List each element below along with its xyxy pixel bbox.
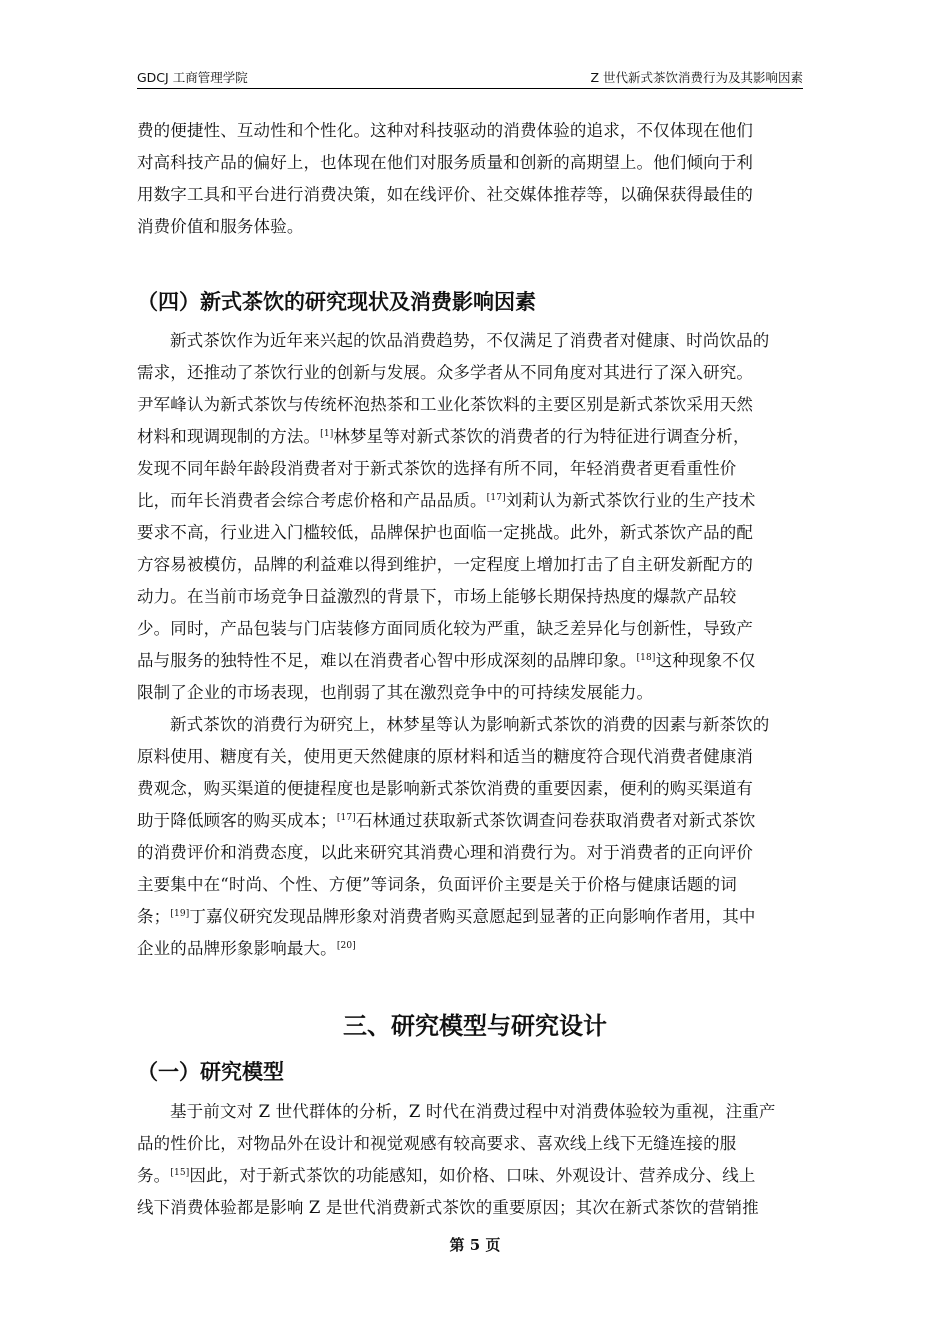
line-text: 尹军峰认为新式茶饮与传统杯泡热茶和工业化茶饮料的主要区别是新式茶饮采用天然: [137, 395, 754, 414]
text-line: [137, 453, 859, 485]
header-divider: [137, 88, 803, 89]
line-text: 助于降低顾客的购买成本；: [137, 811, 337, 830]
section-1-heading: （一）研究模型: [137, 1060, 284, 1084]
line-text: 企业的品牌形象影响最大。: [137, 939, 337, 958]
text-line: [137, 805, 859, 837]
line-text: 品与服务的独特性不足，难以在消费者心智中形成深刻的品牌印象。: [137, 651, 637, 670]
text-line: [137, 389, 859, 421]
line-text: 少。同时，产品包装与门店装修方面同质化较为严重，缺乏差异化与创新性，导致产: [137, 619, 754, 638]
citation-ref: [18]: [636, 653, 656, 663]
citation-ref: [1]: [320, 429, 334, 439]
line-text: 动力。在当前市场竞争日益激烈的背景下，市场上能够长期保持热度的爆款产品较: [137, 587, 737, 606]
text-line: [137, 549, 859, 581]
text-line: [137, 613, 859, 645]
line-text: 新式茶饮作为近年来兴起的饮品消费趋势，不仅满足了消费者对健康、时尚饮品的: [170, 331, 770, 350]
line-text: 原料使用、糖度有关，使用更天然健康的原材料和适当的糖度符合现代消费者健康消: [137, 747, 754, 766]
line-text-continued: 林梦星等对新式茶饮的消费者的行为特征进行调查分析，: [333, 427, 750, 446]
line-text-continued: 刘莉认为新式茶饮行业的生产技术: [505, 491, 756, 510]
text-line: [137, 645, 859, 677]
text-line: [137, 933, 859, 965]
text-line: [137, 1160, 859, 1192]
line-text: 要求不高，行业进入门槛较低，品牌保护也面临一定挑战。此外，新式茶饮产品的配: [137, 523, 754, 542]
line-text: 基于前文对 Z 世代群体的分析，Z 时代在消费过程中对消费体验较为重视，注重产: [170, 1102, 776, 1121]
chapter-3-heading: 三、研究模型与研究设计: [343, 1012, 607, 1040]
text-line: [137, 773, 859, 805]
text-line: 对高科技产品的偏好上，也体现在他们对服务质量和创新的高期望上。他们倾向于利: [137, 153, 754, 172]
text-line: [170, 1096, 892, 1128]
header-paper-title: Z 世代新式茶饮消费行为及其影响因素: [590, 70, 803, 85]
text-line: [137, 677, 859, 709]
line-text: 务。: [137, 1166, 171, 1185]
line-text-continued: 因此，对于新式茶饮的功能感知，如价格、口味、外观设计、营养成分、线上: [189, 1166, 756, 1185]
page-header: [137, 64, 803, 86]
line-text: 新式茶饮的消费行为研究上，林梦星等认为影响新式茶饮的消费的因素与新茶饮的: [170, 715, 770, 734]
text-line: 用数字工具和平台进行消费决策，如在线评价、社交媒体推荐等，以确保获得最佳的: [137, 185, 754, 204]
line-text: 的消费评价和消费态度，以此来研究其消费心理和消费行为。对于消费者的正向评价: [137, 843, 754, 862]
citation-ref: [15]: [170, 1168, 190, 1178]
line-text: 方容易被模仿，品牌的利益难以得到维护，一定程度上增加打击了自主研发新配方的: [137, 555, 754, 574]
text-line: [137, 517, 859, 549]
line-text: 费观念，购买渠道的便捷程度也是影响新式茶饮消费的重要因素，便利的购买渠道有: [137, 779, 754, 798]
text-line: [137, 1128, 859, 1160]
line-text-continued: 丁嘉仪研究发现品牌形象对消费者购买意愿起到显著的正向影响作者用，其中: [189, 907, 756, 926]
line-text: 材料和现调现制的方法。: [137, 427, 321, 446]
text-line: 消费价值和服务体验。: [137, 217, 304, 236]
text-line: [170, 325, 892, 357]
header-institution: GDCJ 工商管理学院: [137, 70, 248, 85]
line-text: 需求，还推动了茶饮行业的创新与发展。众多学者从不同角度对其进行了深入研究。: [137, 363, 754, 382]
text-line: [137, 869, 859, 901]
text-line: [170, 709, 892, 741]
citation-ref: [17]: [486, 493, 506, 503]
line-text-continued: 石林通过获取新式茶饮调查问卷获取消费者对新式茶饮: [355, 811, 756, 830]
line-text: 条；: [137, 907, 171, 926]
line-text: 发现不同年龄年龄段消费者对于新式茶饮的选择有所不同，年轻消费者更看重性价: [137, 459, 737, 478]
line-text: 比，而年长消费者会综合考虑价格和产品品质。: [137, 491, 487, 510]
page-number: 第 5 页: [449, 1236, 501, 1254]
line-text: 主要集中在“时尚、个性、方便”等词条，负面评价主要是关于价格与健康话题的词: [137, 875, 737, 894]
citation-ref: [17]: [336, 813, 356, 823]
line-text: 线下消费体验都是影响 Z 是世代消费新式茶饮的重要原因；其次在新式茶饮的营销推: [137, 1198, 759, 1217]
line-text: 品的性价比，对物品外在设计和视觉观感有较高要求、喜欢线上线下无缝连接的服: [137, 1134, 737, 1153]
text-line: 费的便捷性、互动性和个性化。这种对科技驱动的消费体验的追求，不仅体现在他们: [137, 121, 754, 140]
text-line: [137, 581, 859, 613]
text-line: [137, 741, 859, 773]
text-line: [137, 837, 859, 869]
citation-ref: [19]: [170, 909, 190, 919]
text-line: [137, 421, 859, 453]
text-line: [137, 901, 859, 933]
text-line: [137, 357, 859, 389]
citation-ref: [20]: [336, 941, 356, 951]
text-line: [137, 1192, 859, 1224]
text-line: [137, 485, 859, 517]
section-4-heading: （四）新式茶饮的研究现状及消费影响因素: [137, 290, 536, 314]
line-text-continued: 这种现象不仅: [655, 651, 756, 670]
line-text: 限制了企业的市场表现，也削弱了其在激烈竞争中的可持续发展能力。: [137, 683, 654, 702]
